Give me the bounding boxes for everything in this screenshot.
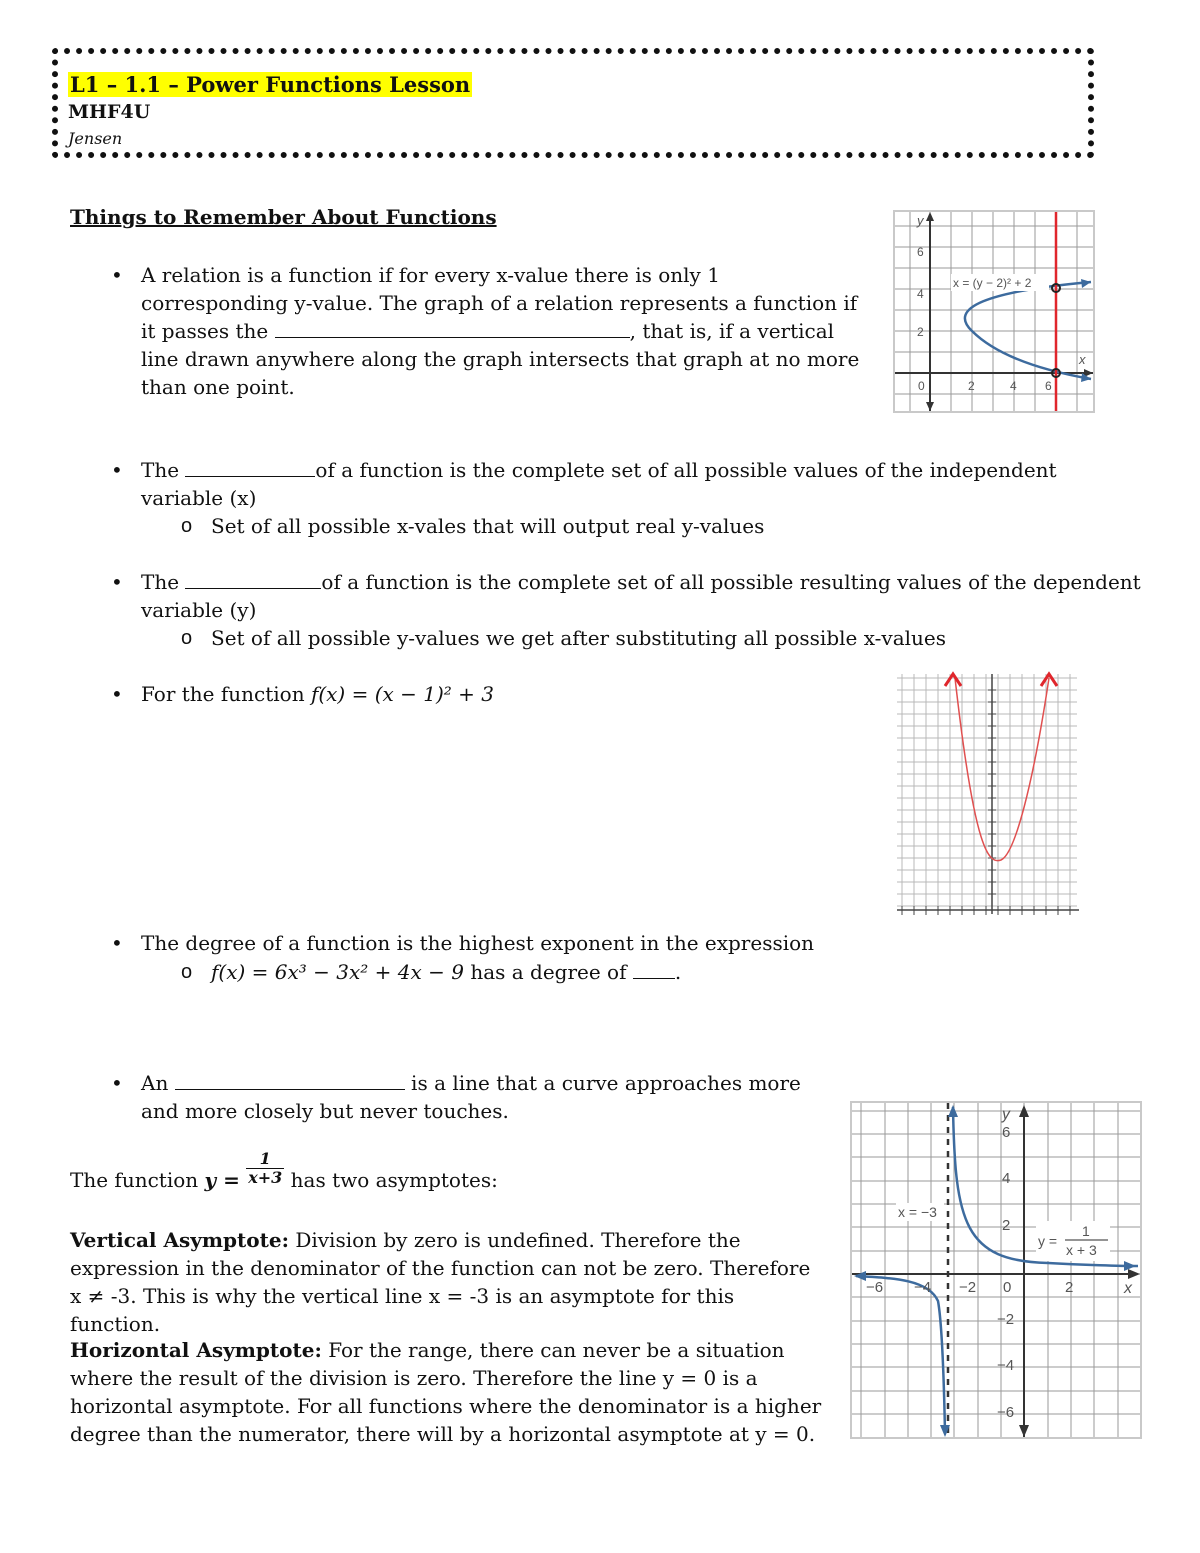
- function-def-line4: line drawn anywhere along the graph intersects that graph at no more: [141, 347, 860, 371]
- degree-blank[interactable]: [633, 960, 675, 979]
- graph1-x-label: x: [1079, 352, 1086, 367]
- example-pre: For the function: [141, 682, 305, 706]
- reciprocal-x-axis-arrow: [1128, 1269, 1140, 1279]
- graph1-x-tick-2: 2: [968, 379, 975, 393]
- intro-fraction-numerator: 1: [246, 1150, 284, 1169]
- parabola-graph: [897, 664, 1083, 922]
- parabola-curve: [955, 678, 1049, 861]
- upper-branch-right-arrow: [1124, 1261, 1136, 1271]
- vertical-asymptote-paragraph: [70, 1226, 830, 1338]
- asymptote-intro: [70, 1150, 770, 1196]
- intro-pre: The function: [70, 1168, 199, 1192]
- sideways-parabola-graph: [893, 210, 1095, 413]
- graph3-x-label: x: [1124, 1280, 1132, 1297]
- reciprocal-svg: [852, 1103, 1140, 1437]
- domain-blank[interactable]: [185, 458, 315, 477]
- y-axis-arrow-down: [926, 402, 934, 411]
- graph1-x-tick-0: 0: [918, 379, 925, 393]
- graph3-vertical-asymptote-label: x = −3: [898, 1204, 937, 1220]
- graph1-equation-label: x = (y − 2)² + 2: [953, 276, 1032, 290]
- horizontal-asymptote-label: Horizontal Asymptote:: [70, 1338, 322, 1362]
- graph1-x-tick-4: 4: [1010, 379, 1017, 393]
- asymptote-blank[interactable]: [175, 1071, 405, 1090]
- example-expression: f(x) = (x − 1)² + 3: [310, 682, 494, 706]
- graph1-y-label: y: [917, 213, 924, 228]
- bullet-example-function: [141, 680, 841, 708]
- function-def-line5: than one point.: [141, 375, 295, 399]
- bullet-domain: [141, 456, 1141, 512]
- graph1-y-tick-2: 2: [917, 325, 924, 339]
- graph3-y-tick-6: 6: [1002, 1124, 1011, 1141]
- graph3-eq-num: 1: [1082, 1223, 1090, 1239]
- horizontal-l1: For the range, there can never be a situation: [328, 1338, 785, 1362]
- intro-fraction-denominator: x+3: [248, 1168, 283, 1187]
- vertical-l3: x ≠ -3. This is why the vertical line x = -3 is an asymptote for this function.: [70, 1284, 735, 1336]
- asymptote-line2: and more closely but never touches.: [141, 1099, 509, 1123]
- bullet-asymptote: [141, 1069, 821, 1125]
- graph3-y-tick-4: 4: [1002, 1170, 1011, 1187]
- graph3-y-tick-neg6: −6: [997, 1404, 1015, 1421]
- reciprocal-graph: [850, 1101, 1142, 1439]
- horizontal-l3: horizontal asymptote. For all functions where the denominator is a higher: [70, 1394, 822, 1418]
- vertical-asymptote-label: Vertical Asymptote:: [70, 1228, 289, 1252]
- graph3-x-tick-neg4: −4: [914, 1279, 932, 1296]
- graph3-x-tick-0: 0: [1003, 1279, 1012, 1296]
- function-def-line3-pre: it passes the: [141, 319, 269, 343]
- curve-arrow-top: [1081, 279, 1091, 288]
- graph3-y-tick-2: 2: [1002, 1217, 1011, 1234]
- y-axis-arrow-up: [926, 212, 934, 221]
- range-line2: variable (y): [141, 598, 257, 622]
- function-def-line1: • A relation is a function if for every x-value there is only 1: [141, 263, 720, 287]
- range-post: of a function is the complete set of all possible resulting values of the dependent: [321, 570, 1141, 594]
- lesson-title: L1 – 1.1 – Power Functions Lesson: [70, 72, 471, 97]
- horizontal-l4: degree than the numerator, there will by a horizontal asymptote at y = 0.: [70, 1422, 816, 1446]
- bullet-degree: [141, 929, 841, 957]
- lower-branch-left-arrow: [854, 1271, 866, 1281]
- section-heading: Things to Remember About Functions: [70, 205, 497, 229]
- graph3-y-tick-neg4: −4: [997, 1357, 1015, 1374]
- degree-sub-post: has a degree of: [470, 960, 627, 984]
- range-blank[interactable]: [185, 570, 321, 589]
- graph3-eq-lhs: y =: [1038, 1233, 1058, 1249]
- degree-text: The degree of a function is the highest exponent in the expression: [141, 931, 815, 955]
- parabola-arrow-left: [945, 674, 961, 686]
- horizontal-l2: where the result of the division is zero. Therefore the line y = 0 is a: [70, 1366, 758, 1390]
- domain-pre: The: [141, 458, 180, 482]
- vertical-l2: expression in the denominator of the function can not be zero. Therefore: [70, 1256, 811, 1280]
- function-def-line2: corresponding y-value. The graph of a relation represents a function if: [141, 291, 858, 315]
- graph1-y-tick-4: 4: [917, 287, 924, 301]
- degree-sub-end: .: [674, 960, 682, 984]
- asymptote-post: is a line that a curve approaches more: [411, 1071, 801, 1095]
- header-box: [52, 48, 1094, 158]
- vertical-line-test-blank[interactable]: [275, 319, 630, 338]
- range-pre: The: [141, 570, 180, 594]
- sideways-parabola-svg: [895, 212, 1093, 411]
- reciprocal-grid: [852, 1103, 1140, 1437]
- degree-sub-item: [211, 958, 811, 986]
- graph3-x-tick-2: 2: [1065, 1279, 1074, 1296]
- intro-lhs: y =: [204, 1168, 240, 1192]
- degree-expression: f(x) = 6x³ − 3x² + 4x − 9: [211, 960, 464, 984]
- range-sub-item: [211, 624, 1111, 652]
- graph3-y-tick-neg2: −2: [997, 1311, 1015, 1328]
- graph1-x-tick-6: 6: [1045, 379, 1052, 393]
- graph3-x-tick-neg2: −2: [959, 1279, 977, 1296]
- horizontal-asymptote-paragraph: [70, 1336, 830, 1448]
- graph3-eq-den: x + 3: [1066, 1242, 1097, 1258]
- range-sub-text: Set of all possible y-values we get after substituting all possible x-values: [211, 626, 946, 650]
- reciprocal-lower-branch: [856, 1276, 945, 1433]
- asymptote-pre: An: [141, 1071, 169, 1095]
- parabola-grid: [897, 674, 1077, 914]
- graph3-x-tick-neg6: −6: [866, 1279, 884, 1296]
- domain-sub-item: [211, 512, 1111, 540]
- domain-line2: variable (x): [141, 486, 257, 510]
- bullet-function-definition: [141, 261, 861, 401]
- graph3-y-label: y: [1002, 1106, 1010, 1123]
- intro-post: has two asymptotes:: [290, 1168, 498, 1192]
- graph1-y-tick-6: 6: [917, 245, 924, 259]
- bullet-range: [141, 568, 1151, 624]
- reciprocal-y-axis-arrow-down: [1019, 1425, 1029, 1437]
- function-def-line3-post: , that is, if a vertical: [629, 319, 835, 343]
- intro-fraction: [246, 1150, 284, 1187]
- course-code: MHF4U: [68, 101, 151, 123]
- teacher-name: Jensen: [68, 129, 123, 148]
- parabola-svg: [897, 664, 1083, 922]
- grid-lines: [895, 212, 1093, 411]
- domain-post: of a function is the complete set of all possible values of the independent: [315, 458, 1057, 482]
- vertical-l1: Division by zero is undefined. Therefore the: [295, 1228, 741, 1252]
- domain-sub-text: Set of all possible x-vales that will output real y-values: [211, 514, 765, 538]
